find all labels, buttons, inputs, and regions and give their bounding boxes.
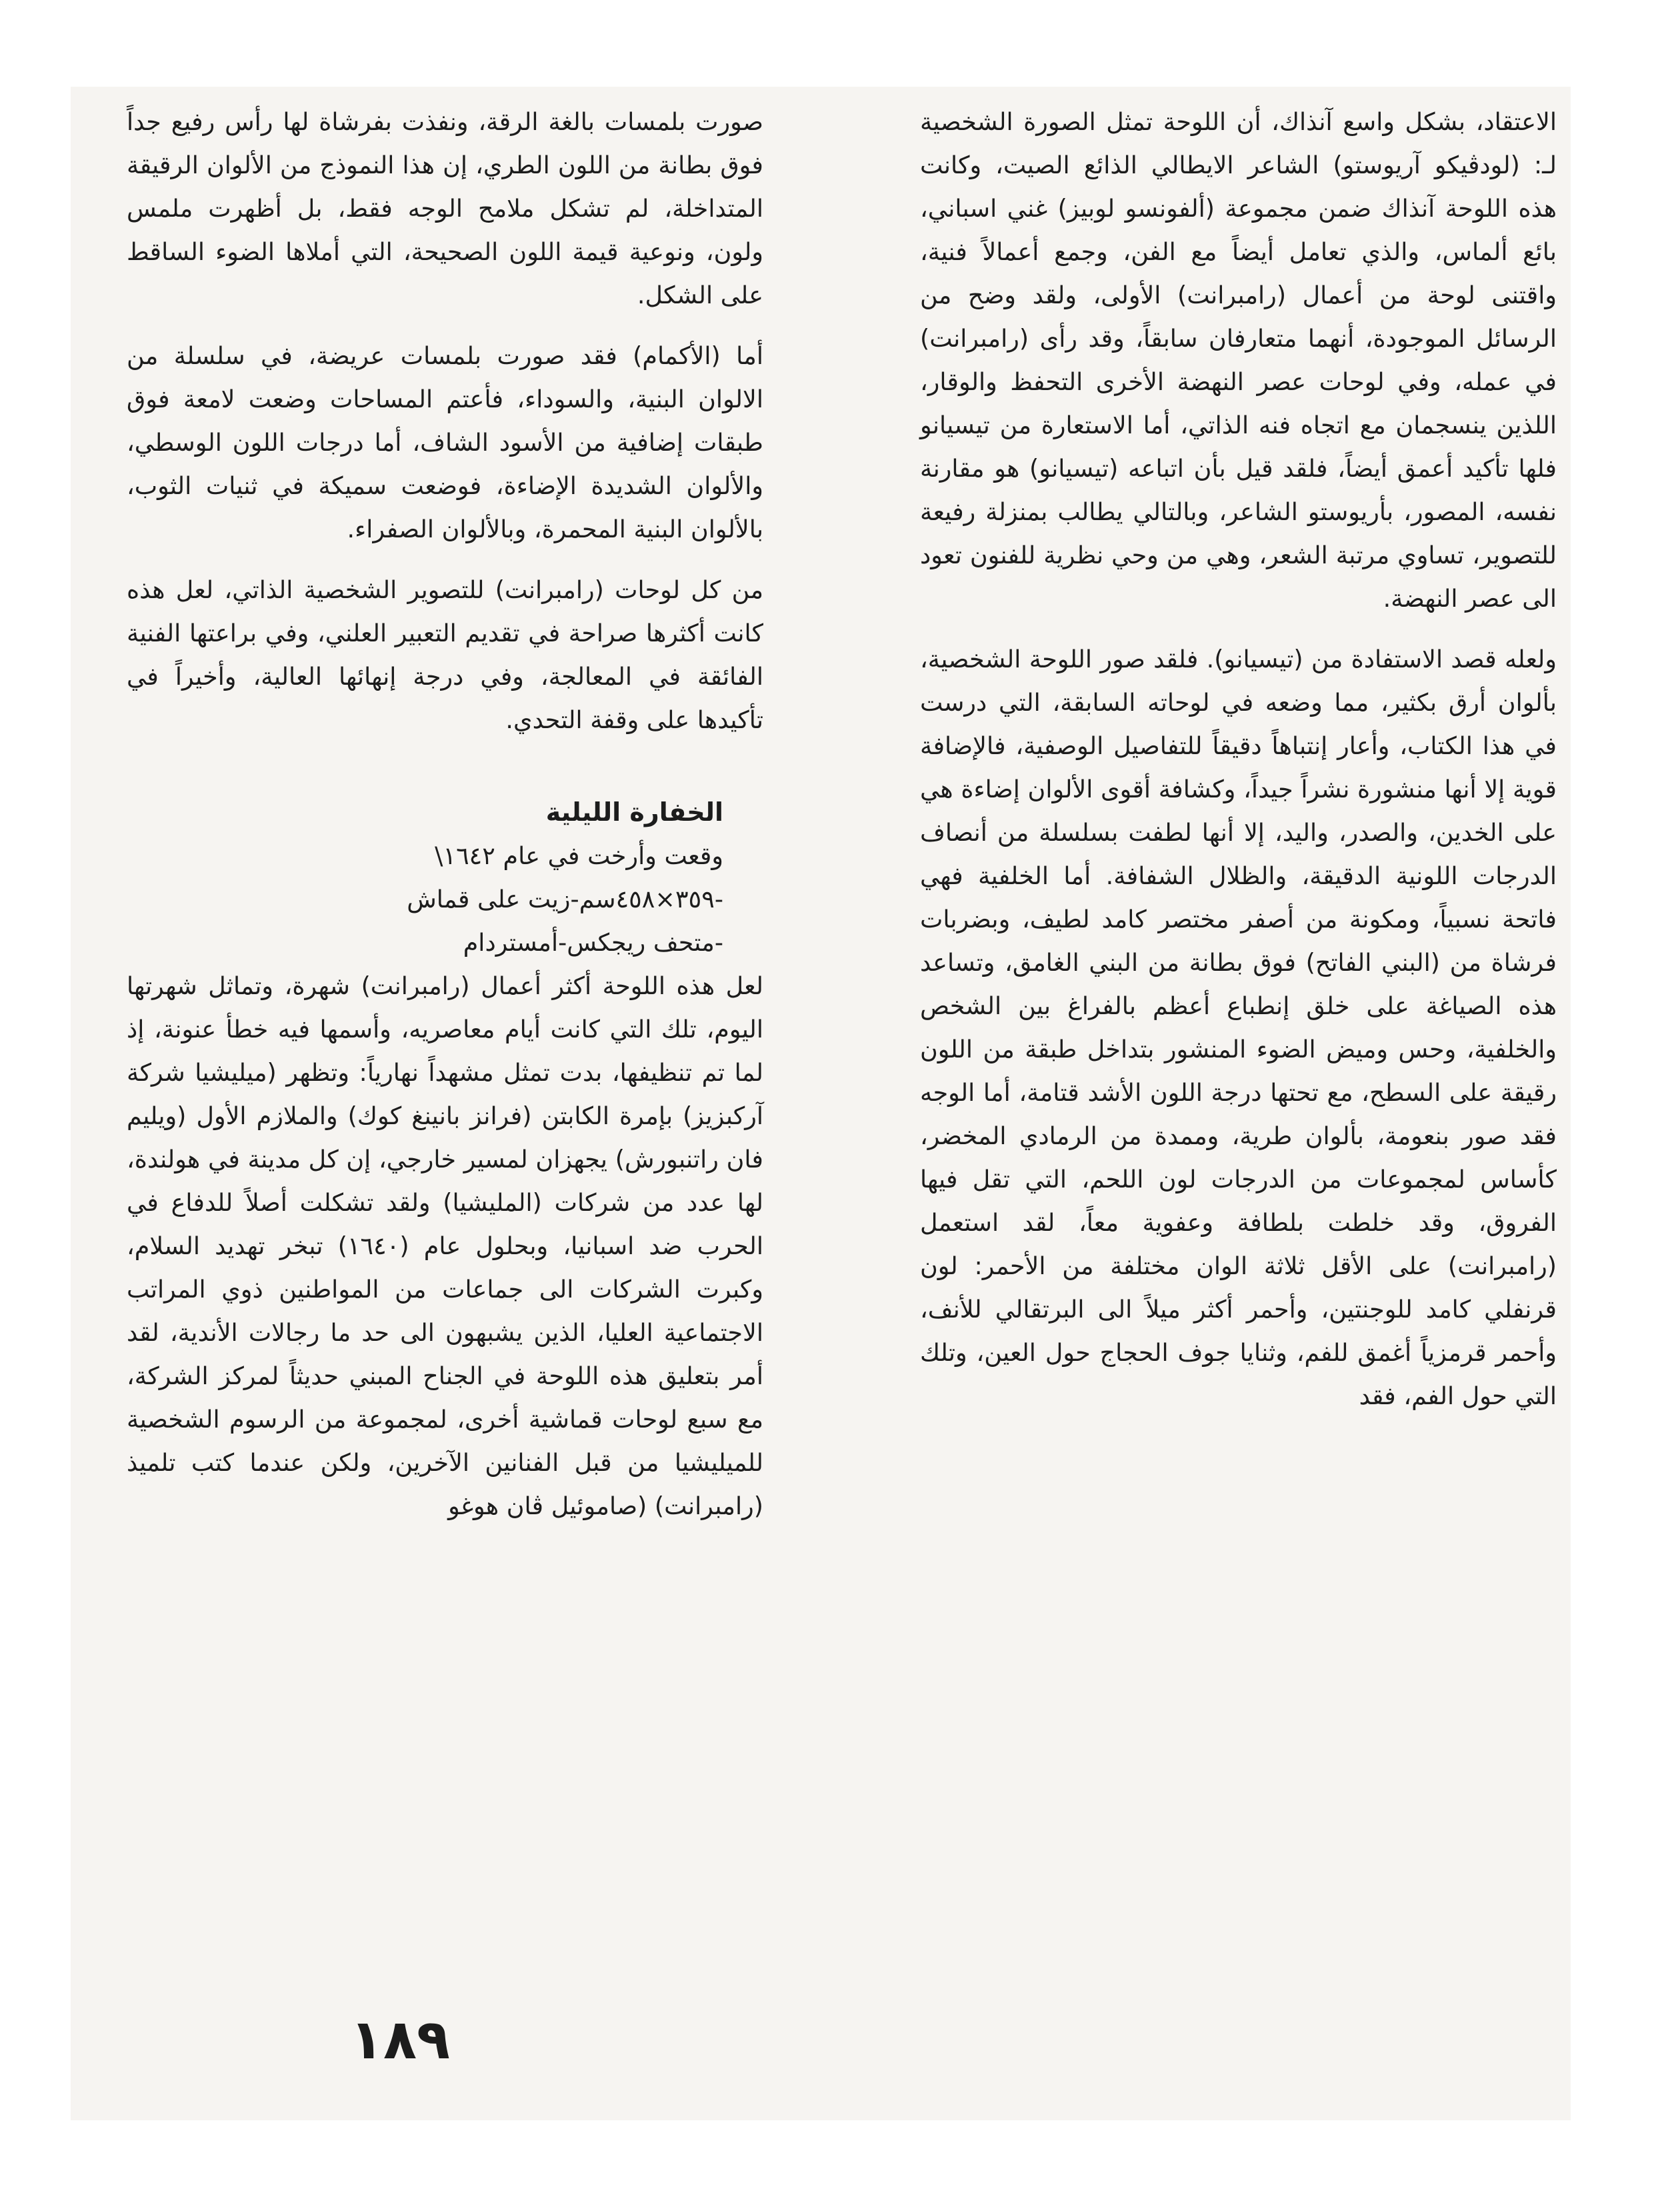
- artwork-museum-line: -متحف ريجكس-أمستردام: [463, 928, 723, 957]
- body-paragraph: ولعله قصد الاستفادة من (تيسيانو). فلقد صور اللوحة الشخصية، بألوان أرق بكثير، مما وضعه في لوحاته السابقة، التي درست في هذا الكتاب، وأعار إنتباهاً دقيقاً للتفاصيل الوصفية، فالإضافة قوية إلا أنها منشورة نشراً جيداً، وكشافة أقوى الألوان إضاءة هي على الخدين، والصدر، واليد، إلا أنها لطفت بسلسلة من أنصاف الدرجات اللونية الدقيقة، والظلال الشفافة. أما الخلفية فهي فاتحة نسبياً، ومكونة من أصفر مختصر كامد لطيف، وبضربات فرشاة من (البني الفاتح) فوق بطانة من البني الغامق، وتساعد هذه الصياغة على خلق إنطباع أعظم بالفراغ بين الشخص والخلفية، وحس وميض الضوء المنشور بتداخل طبقة من اللون رقيقة على السطح، مع تحتها درجة اللون الأشد قتامة، أما الوجه فقد صور بنعومة، بألوان طرية، وممدة من الرمادي المخضر، كأساس لمجموعات من الدرجات لون اللحم، التي تقل فيها الفروق، وقد خلطت بلطافة وعفوية معاً، لقد استعمل (رامبرانت) على الأقل ثلاثة الوان مختلفة من الأحمر: لون قرنفلي كامد للوجنتين، وأحمر أكثر ميلاً الى البرتقالي للأنف، وأحمر قرمزياً أغمق للفم، وثنايا جوف الحجاج حول العين، وتلك التي حول الفم، فقد: [920, 645, 1557, 1410]
- right-text-column: [920, 100, 1557, 1418]
- section-heading: الخفارة الليلية: [545, 797, 723, 827]
- body-paragraph: أما (الأكمام) فقد صورت بلمسات عريضة، في سلسلة من الالوان البنية، والسوداء، فأعتم المساحات وضعت لامعة فوق طبقات إضافية من الأسود الشاف، أما درجات اللون الوسطي، والألوان الشديدة الإضاءة، فوضعت سميكة في ثنيات الثوب، بالألوان البنية المحمرة، وبالألوان الصفراء.: [127, 341, 763, 543]
- body-paragraph: الاعتقاد، بشكل واسع آنذاك، أن اللوحة تمثل الصورة الشخصية لـ: (لودڤيكو آريوستو) الشاعر الايطالي الذائع الصيت، وكانت هذه اللوحة آنذاك ضمن مجموعة (ألفونسو لوبيز) غني اسباني، بائع ألماس، والذي تعامل أيضاً مع الفن، وجمع أعمالاً فنية، واقتنى لوحة من أعمال (رامبرانت) الأولى، ولقد وضح من الرسائل الموجودة، أنهما متعارفان سابقاً، وقد رأى (رامبرانت) في عمله، وفي لوحات عصر النهضة الأخرى التحفظ والوقار، اللذين ينسجمان مع اتجاه فنه الذاتي، أما الاستعارة من تيسيانو فلها تأكيد أعمق أيضاً، فلقد قيل بأن اتباعه (تيسيانو) هو مقارنة نفسه، المصور، بأريوستو الشاعر، وبالتالي يطالب بمنزلة رفيعة للتصوير، تساوي مرتبة الشعر، وهي من وحي نظرية للفنون تعود الى عصر النهضة.: [920, 107, 1557, 613]
- body-paragraph: لعل هذه اللوحة أكثر أعمال (رامبرانت) شهرة، وتماثل شهرتها اليوم، تلك التي كانت أيام معاصريه، وأسمها فيه خطأ عنونة، إذ لما تم تنظيفها، بدت تمثل مشهداً نهارياً: وتظهر (ميليشيا شركة آركبزيز) بإمرة الكابتن (فرانز بانينغ كوك) والملازم الأول (ويليم فان راتنبورش) يجهزان لمسير خارجي، إن كل مدينة في هولندة، لها عدد من شركات (المليشيا) ولقد تشكلت أصلاً للدفاع في الحرب ضد اسبانيا، وبحلول عام (١٦٤٠) تبخر تهديد السلام، وكبرت الشركات الى جماعات من المواطنين ذوي المراتب الاجتماعية العليا، الذين يشبهون الى حد ما رجالات الأندية، لقد أمر بتعليق هذه اللوحة في الجناح المبني حديثاً لمركز الشركة، مع سبع لوحات قماشية أخرى، لمجموعة من الرسوم الشخصية للميليشيا من قبل الفنانين الآخرين، ولكن عندما كتب تلميذ (رامبرانت) (صاموئيل ڤان هوغو: [127, 971, 763, 1520]
- page-number: ١٨٩: [349, 2008, 451, 2072]
- artwork-size-medium-line: -٣٥٩×٤٥٨سم-زيت على قماش: [407, 885, 723, 913]
- body-paragraph: صورت بلمسات بالغة الرقة، ونفذت بفرشاة لها رأس رفيع جداً فوق بطانة من اللون الطري، إن هذا النموذج من الألوان الرقيقة المتداخلة، لم تشكل ملامح الوجه فقط، بل أظهرت ملمس ولون، ونوعية قيمة اللون الصحيحة، التي أملاها الضوء الساقط على الشكل.: [127, 107, 763, 309]
- artwork-date-line: وقعت وأرخت في عام ١٦٤٢\: [435, 841, 723, 870]
- body-paragraph: من كل لوحات (رامبرانت) للتصوير الشخصية الذاتي، لعل هذه كانت أكثرها صراحة في تقديم التعبير العلني، وفي براعتها الفنية الفائقة في المعالجة، وفي درجة إنهائها العالية، وأخيراً في تأكيدها على وقفة التحدي.: [127, 575, 763, 734]
- left-text-column: [127, 100, 763, 1528]
